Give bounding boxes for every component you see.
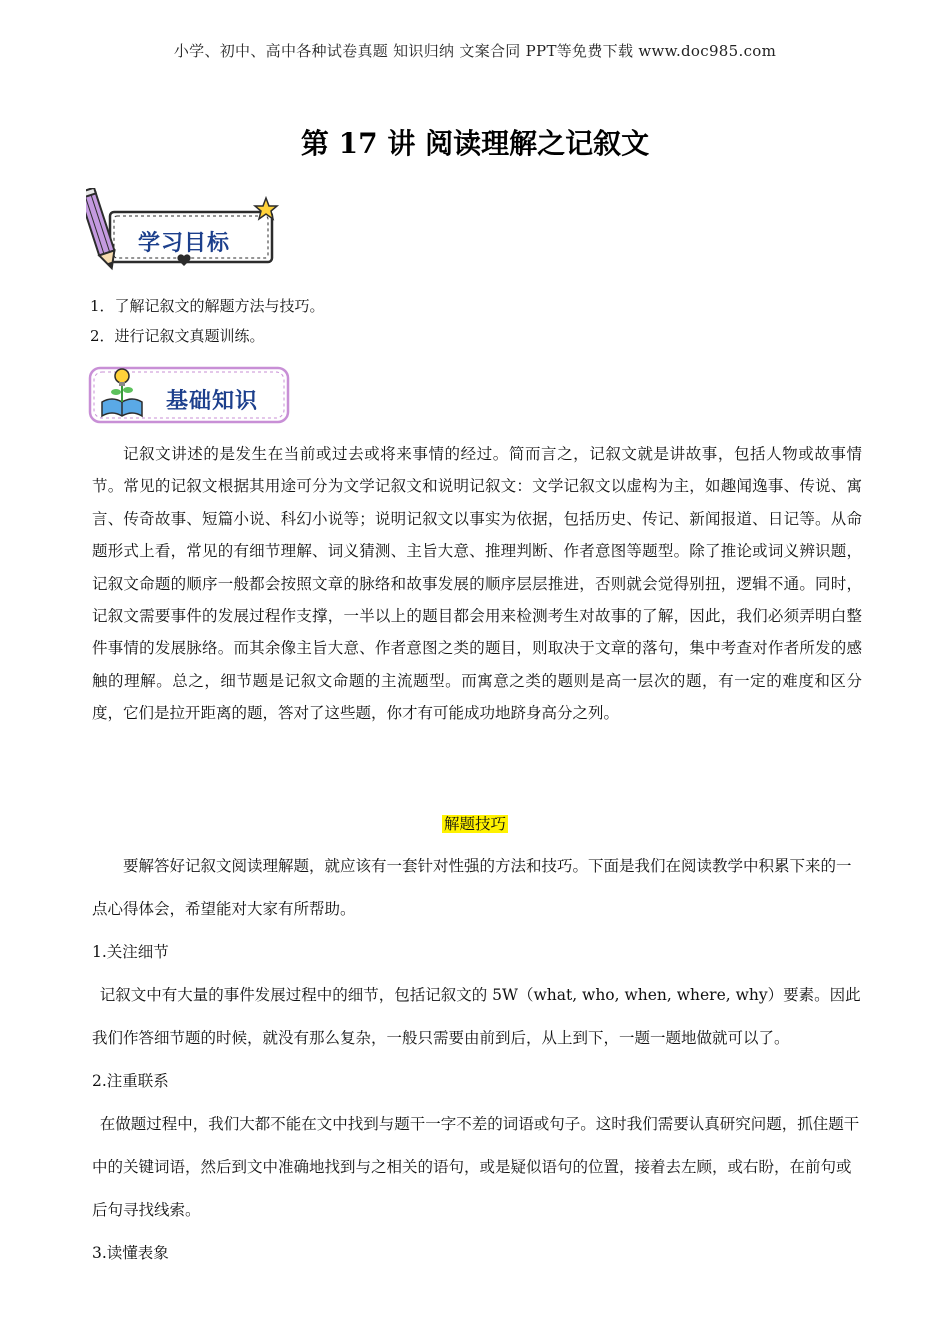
list-item: 1．了解记叙文的解题方法与技巧。 — [90, 297, 325, 315]
learning-goals-list — [90, 291, 325, 351]
paragraph: 记叙文讲述的是发生在当前或过去或将来事情的经过。简而言之，记叙文就是讲故事，包括人物或故事情节。常见的记叙文根据其用途可分为文学记叙文和说明记叙文：文学记叙文以虚构为主，如趣闻逸事、传说、寓言、传奇故事、短篇小说、科幻小说等；说明记叙文以事实为依据，包括历史、传记、新闻报道、日记等。从命题形式上看，常见的有细节理解、词义猜测、主旨大意、推理判断、作者意图等题型。除了推论或词义辨识题，记叙文命题的顺序一般都会按照文章的脉络和故事发展的顺序层层推进，否则就会觉得别扭，逻辑不通。同时，记叙文需要事件的发展过程作支撑，一半以上的题目都会用来检测考生对故事的了解，因此，我们必须弄明白整件事情的发展脉络。而其余像主旨大意、作者意图之类的题目，则取决于文章的落句，集中考查对作者所发的感触的理解。总之，细节题是记叙文命题的主流题型。而寓意之类的题则是高一层次的题，有一定的难度和区分度，它们是拉开距离的题，答对了这些题，你才有可能成功地跻身高分之列。 — [92, 445, 862, 723]
tip-title: 3.读懂表象 — [92, 1244, 169, 1262]
tip-title: 2.注重联系 — [92, 1072, 169, 1090]
tips-section — [92, 845, 862, 1275]
basic-knowledge-text — [92, 438, 862, 730]
tips-intro: 要解答好记叙文阅读理解题，就应该有一套针对性强的方法和技巧。下面是我们在阅读教学中积累下来的一点心得体会，希望能对大家有所帮助。 — [92, 857, 852, 918]
page-header: 小学、初中、高中各种试卷真题 知识归纳 文案合同 PPT等免费下载 www.doc985.com — [173, 42, 777, 60]
highlighted-heading: 解题技巧 — [443, 815, 506, 833]
tip-text: 记叙文中有大量的事件发展过程中的细节，包括记叙文的 5W（what, who, when, where, why）要素。因此我们作答细节题的时候，就没有那么复杂，一般只需要由前到后，从上到下，一题一题地做就可以了。 — [92, 986, 861, 1047]
learning-goals-badge — [86, 188, 282, 276]
basic-knowledge-badge — [88, 362, 294, 428]
tip-title: 1.关注细节 — [92, 943, 169, 961]
page-title: 第 17 讲 阅读理解之记叙文 — [300, 127, 650, 160]
tip-text: 在做题过程中，我们大都不能在文中找到与题干一字不差的词语或句子。这时我们需要认真研究问题，抓住题干中的关键词语，然后到文中准确地找到与之相关的语句，或是疑似语句的位置，接着去左顾，或右盼，在前句或后句寻找线索。 — [92, 1115, 860, 1219]
learning-goals-label: 学习目标 — [138, 231, 231, 256]
basic-knowledge-label: 基础知识 — [166, 389, 259, 414]
tips-heading — [0, 812, 950, 834]
list-item: 2．进行记叙文真题训练。 — [90, 327, 265, 345]
